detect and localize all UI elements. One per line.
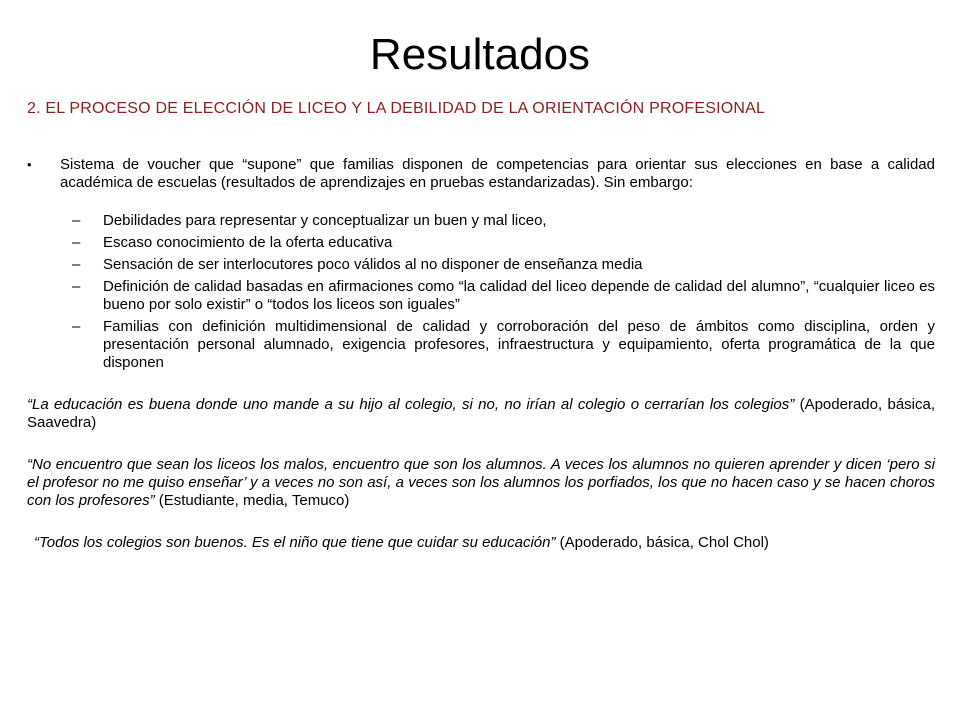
sub-item [27,212,935,230]
quote-text: “No encuentro que sean los liceos los malos, encuentro que son los alumnos. A veces los alumnos no quieren aprender y dicen ‘pero si el profesor no me quiso enseñar’ y a veces no son así, a veces son los alumnos los porfiados, los que no hacen caso y se hacen choros con los profesores” [27,456,935,509]
quote-text: “La educación es buena donde uno mande a su hijo al colegio, si no, no irían al colegio o cerrarían los colegios” [27,396,795,413]
bullet-marker: • [27,157,32,172]
sub-item-text: Debilidades para representar y conceptualizar un buen y mal liceo, [103,212,547,229]
quote-text: “Todos los colegios son buenos. Es el niño que tiene que cuidar su educación” [34,534,556,551]
sub-item-text: Definición de calidad basadas en afirmaciones como “la calidad del liceo depende de calidad del alumno”, “cualquier liceo es bueno por solo existir” o “todos los liceos son iguales” [103,278,935,313]
quote-source: (Apoderado, básica, Saavedra) [27,396,935,431]
dash-marker: – [72,212,81,229]
bullet-text: Sistema de voucher que “supone” que familias disponen de competencias para orientar sus elecciones en base a calidad académica de escuelas (resultados de aprendizajes en pruebas estandarizadas). Sin embargo: [60,156,935,191]
sub-item-text: Familias con definición multidimensional de calidad y corroboración del peso de ámbitos como disciplina, orden y presentación personal alumnado, exigencia profesores, infraestructura y equipamiento, oferta programática de la que disponen [103,318,935,371]
dash-marker: – [72,278,81,295]
sub-item [27,278,935,314]
quote-source: (Estudiante, media, Temuco) [154,492,350,509]
dash-marker: – [72,318,81,335]
sub-list [27,212,935,372]
dash-marker: – [72,256,81,273]
sub-item [27,318,935,372]
interview-quote [27,534,935,552]
bullet-item [27,156,935,192]
sub-item [27,256,935,274]
interview-quote [27,456,935,510]
interview-quote [27,396,935,432]
section-subtitle: 2. EL PROCESO DE ELECCIÓN DE LICEO Y LA DEBILIDAD DE LA ORIENTACIÓN PROFESIONAL [27,100,766,117]
slide-title: Resultados [369,30,591,79]
dash-marker: – [72,234,81,251]
sub-item-text: Sensación de ser interlocutores poco válidos al no disponer de enseñanza media [103,256,643,273]
sub-item-text: Escaso conocimiento de la oferta educativa [103,234,393,251]
sub-item [27,234,935,252]
quote-source: (Apoderado, básica, Chol Chol) [555,534,769,551]
slide-content [27,156,935,552]
